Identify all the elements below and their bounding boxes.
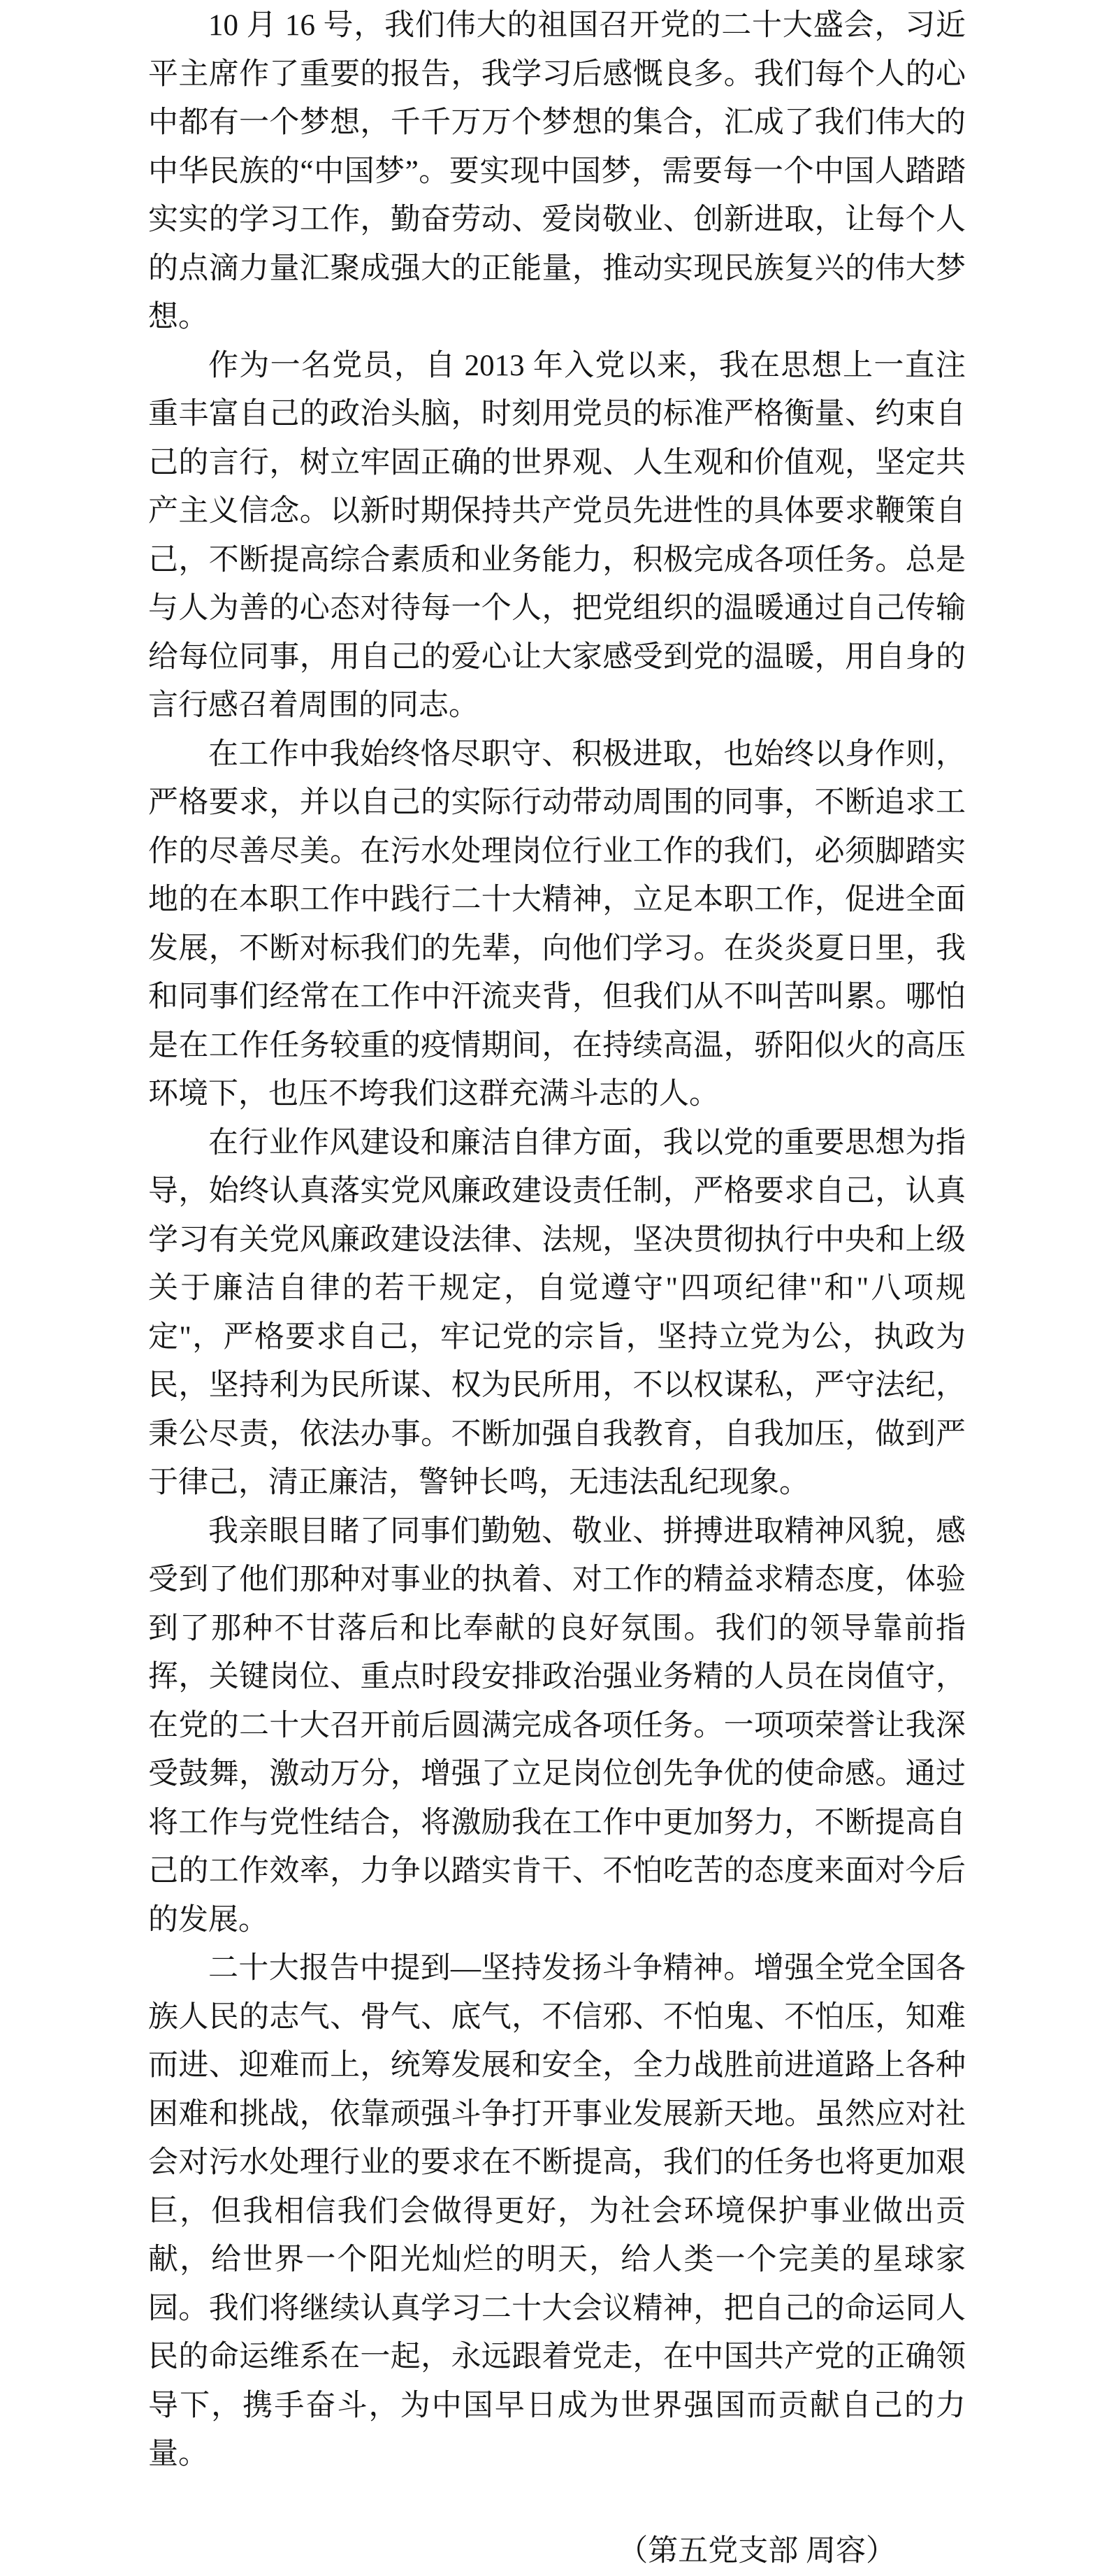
paragraph: 在工作中我始终恪尽职守、积极进取，也始终以身作则，严格要求，并以自己的实际行动带动周围的同事，不断追求工作的尽善尽美。在污水处理岗位行业工作的我们，必须脚踏实地的在本职工作中践行二十大精神，立足本职工作，促进全面发展，不断对标我们的先辈，向他们学习。在炎炎夏日里，我和同事们经常在工作中汗流夹背，但我们从不叫苦叫累。哪怕是在工作任务较重的疫情期间，在持续高温，骄阳似火的高压环境下，也压不垮我们这群充满斗志的人。: [148, 737, 966, 1110]
paragraph: 10 月 16 号，我们伟大的祖国召开党的二十大盛会，习近平主席作了重要的报告，我学习后感慨良多。我们每个人的心中都有一个梦想，千千万万个梦想的集合，汇成了我们伟大的中华民族的“中国梦”。要实现中国梦，需要每一个中国人踏踏实实的学习工作，勤奋劳动、爱岗敬业、创新进取，让每个人的点滴力量汇聚成强大的正能量，推动实现民族复兴的伟大梦想。: [148, 9, 966, 333]
signature-line: （第五党支部 周容）: [618, 2535, 896, 2568]
essay-body: [148, 1, 966, 2479]
paragraph: 在行业作风建设和廉洁自律方面，我以党的重要思想为指导，始终认真落实党风廉政建设责任制，严格要求自己，认真学习有关党风廉政建设法律、法规，坚决贯彻执行中央和上级关于廉洁自律的若干规定，自觉遵守"四项纪律"和"八项规定"，严格要求自己，牢记党的宗旨，坚持立党为公，执政为民，坚持利为民所谋、权为民所用，不以权谋私，严守法纪，秉公尽责，依法办事。不断加强自我教育，自我加压，做到严于律己，清正廉洁，警钟长鸣，无违法乱纪现象。: [148, 1126, 966, 1499]
paragraph: 二十大报告中提到—坚持发扬斗争精神。增强全党全国各族人民的志气、骨气、底气，不信邪、不怕鬼、不怕压，知难而进、迎难而上，统筹发展和安全，全力战胜前进道路上各种困难和挑战，依靠顽强斗争打开事业发展新天地。虽然应对社会对污水处理行业的要求在不断提高，我们的任务也将更加艰巨，但我相信我们会做得更好，为社会环境保护事业做出贡献，给世界一个阳光灿烂的明天，给人类一个完美的星球家园。我们将继续认真学习二十大会议精神，把自己的命运同人民的命运维系在一起，永远跟着党走，在中国共产党的正确领导下，携手奋斗，为中国早日成为世界强国而贡献自己的力量。: [148, 1952, 966, 2470]
paragraph: 我亲眼目睹了同事们勤勉、敬业、拼搏进取精神风貌，感受到了他们那种对事业的执着、对工作的精益求精态度，体验到了那种不甘落后和比奉献的良好氛围。我们的领导靠前指挥，关键岗位、重点时段安排政治强业务精的人员在岗值守，在党的二十大召开前后圆满完成各项任务。一项项荣誉让我深受鼓舞，激动万分，增强了立足岗位创先争优的使命感。通过将工作与党性结合，将激励我在工作中更加努力，不断提高自己的工作效率，力争以踏实肯干、不怕吃苦的态度来面对今后的发展。: [148, 1514, 966, 1937]
paragraph: 作为一名党员，自 2013 年入党以来，我在思想上一直注重丰富自己的政治头脑，时刻用党员的标准严格衡量、约束自己的言行，树立牢固正确的世界观、人生观和价值观，坚定共产主义信念。以新时期保持共产党员先进性的具体要求鞭策自己，不断提高综合素质和业务能力，积极完成各项任务。总是与人为善的心态对待每一个人，把党组织的温暖通过自己传输给每位同事，用自己的爱心让大家感受到党的温暖，用自身的言行感召着周围的同志。: [148, 349, 966, 722]
